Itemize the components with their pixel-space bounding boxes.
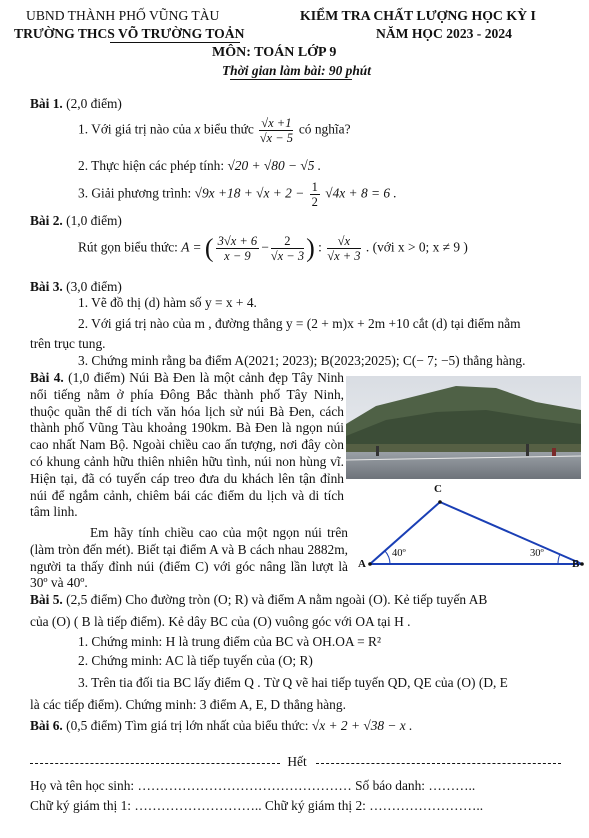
bai2-frac2-den: √x − 3 [270, 249, 305, 263]
student-info-line: Họ và tên học sinh: ………………………………………… Số báo danh: ……….. [30, 778, 476, 793]
bai2-frac3-num: √x [327, 234, 360, 249]
bai6-expr: √x + 2 + √38 − x . [311, 718, 413, 733]
bai1-q1-prefix: 1. Với giá trị nào của [78, 121, 192, 137]
bai5-q2: 2. Chứng minh: AC là tiếp tuyến của (O; R) [78, 653, 313, 668]
bai1-q3 [78, 180, 397, 209]
bai3-heading [30, 279, 122, 295]
bai2-divide: : [318, 239, 322, 255]
bai5-q3-line2: là các tiếp điểm). Chứng minh: 3 điểm A, E, D thẳng hàng. [30, 697, 346, 712]
bai5-intro: (2,5 điểm) Cho đường tròn (O; R) và điểm A nằm ngoài (O). Kẻ tiếp tuyến AB [66, 592, 488, 607]
label-b: B [572, 558, 580, 570]
bai3-q2-line2: trên trục tung. [30, 336, 106, 351]
bai4-task: Em hãy tính chiều cao của một ngọn núi trên (làm tròn đến mét). Biết tại điểm A và B cách nhau 2882m, người ta thấy đỉnh núi (điểm C) với góc nâng lần lượt là 30º và 40º. [30, 525, 348, 591]
bai2-frac2 [271, 234, 304, 263]
bai3-q3: 3. Chứng minh rằng ba điểm A(2021; 2023); B(2023;2025); C(− 7; −5) thẳng hàng. [78, 353, 526, 368]
bai5-q3-line1: 3. Trên tia đối tia BC lấy điểm Q . Từ Q vẽ hai tiếp tuyến QD, QE của (O) (D, E [78, 675, 508, 690]
label-c: C [434, 483, 442, 495]
exam-title: KIỂM TRA CHẤT LƯỢNG HỌC KỲ I [300, 8, 536, 23]
bai5-line2: của (O) ( B là tiếp điểm). Kẻ dây BC của (O) vuông góc với OA tại H . [30, 614, 411, 629]
bai5-title: Bài 5. [30, 592, 63, 607]
bai6 [30, 718, 412, 734]
bai1-q2-expr: √20 + √80 − √5 . [227, 158, 322, 173]
bai2-frac3-den: √x + 3 [327, 249, 361, 263]
bai2-open-paren: ( [204, 233, 214, 263]
bai1-q1-den: √x − 5 [259, 131, 294, 145]
bai1-q3-frac-den: 2 [311, 195, 318, 209]
bai1-q2-prefix: 2. Thực hiện các phép tính: [78, 158, 225, 173]
bai6-title: Bài 6. [30, 718, 63, 733]
angle-b-label: 30º [530, 548, 544, 559]
bai3-title: Bài 3. [30, 279, 63, 294]
bai2-minus: − [261, 239, 269, 255]
header-underline [110, 42, 240, 43]
proctor-signature-line: Chữ ký giám thị 1: ……………………….. Chữ ký giám thị 2: …………………….. [30, 798, 484, 813]
bai2-a-eq: A = [181, 239, 202, 255]
subject-title: MÔN: TOÁN LỚP 9 [212, 45, 337, 60]
bai2-condition: . (với x > 0; x ≠ 9 ) [365, 239, 468, 255]
bai6-text: (0,5 điểm) Tìm giá trị lớn nhất của biểu thức: [66, 718, 309, 733]
bai2-title: Bài 2. [30, 213, 63, 228]
bai2-frac1-num: 3√x + 6 [217, 234, 258, 248]
angle-a-label: 40º [392, 548, 406, 559]
bai1-q1-mid: biểu thức [203, 121, 254, 137]
bai4-text [30, 370, 344, 521]
bai2-frac1 [216, 234, 260, 263]
label-a: A [358, 558, 366, 570]
end-rule-left [30, 763, 280, 764]
bai1-q1-var: x [194, 121, 201, 137]
bai1-q3-frac-num: 1 [311, 180, 318, 194]
time-underline [230, 79, 352, 80]
end-marker: Hết [287, 754, 307, 769]
exam-time: Thời gian làm bài: 90 phút [222, 63, 371, 78]
bai2-points: (1,0 điểm) [66, 213, 122, 228]
bai2-frac1-den: x − 9 [224, 249, 251, 263]
bai1-q2 [78, 158, 321, 174]
bai2-close-paren: ) [306, 233, 315, 263]
bai1-q3-expr-b: √4x + 8 = 6 . [325, 185, 397, 201]
triangle-figure [350, 478, 589, 583]
bai3-q2-line1: 2. Với giá trị nào của m , đường thẳng y = (2 + m)x + 2m +10 cắt (d) tại điểm nằm [78, 316, 521, 331]
bai5-q1: 1. Chứng minh: H là trung điểm của BC và OH.OA = R² [78, 634, 381, 649]
bai3-q1: 1. Vẽ đồ thị (d) hàm số y = x + 4. [78, 295, 257, 310]
bai2-expression [78, 234, 468, 263]
department-name: UBND THÀNH PHỐ VŨNG TÀU [26, 8, 220, 23]
bai1-heading [30, 96, 122, 112]
bai4-description: (1,0 điểm) Núi Bà Đen là một cảnh đẹp Tây Ninh nổi tiếng nằm ở phía Đông Bắc thành phố Tây Ninh, thuộc quần thể di tích văn hóa lịch sử núi Bà Đen, cách thành phố Vũng Tàu khoảng 190km. Bà Đen là ngọn núi cao nhất Nam Bộ. Ngoài chiều cao ấn tượng, nơi đây còn có khung cảnh hữu thiên nhiên hữu tình, núi non hùng vĩ. Hiện tại, đã có tuyến cáp treo đưa du khách lên tận đỉnh núi để ngắm cảnh, chiêm bái các điểm du lịch và di tích tâm linh. [30, 370, 344, 520]
bai1-q1 [78, 116, 351, 145]
bai2-prefix: Rút gọn biểu thức: [78, 239, 178, 255]
bai5-line1 [30, 592, 487, 608]
end-rule-right [316, 763, 561, 764]
bai1-q1-suffix: có nghĩa? [298, 121, 351, 137]
bai2-heading [30, 213, 122, 229]
bai1-q3-fraction [310, 180, 320, 209]
bai1-q3-prefix: 3. Giải phương trình: [78, 185, 192, 201]
bai3-points: (3,0 điểm) [66, 279, 122, 294]
mountain-photo [346, 376, 581, 479]
bai4-title: Bài 4. [30, 370, 64, 385]
bai1-q1-num: √x +1 [261, 116, 292, 130]
bai1-q3-expr-a: √9x +18 + √x + 2 − [194, 185, 305, 201]
bai2-frac3 [327, 234, 360, 263]
bai1-points: (2,0 điểm) [66, 96, 122, 111]
school-name: TRƯỜNG THCS VÕ TRƯỜNG TOẢN [14, 26, 245, 41]
school-year: NĂM HỌC 2023 - 2024 [376, 26, 512, 41]
bai1-q1-fraction [259, 116, 293, 145]
bai2-frac2-num: 2 [271, 234, 304, 249]
bai1-title: Bài 1. [30, 96, 63, 111]
